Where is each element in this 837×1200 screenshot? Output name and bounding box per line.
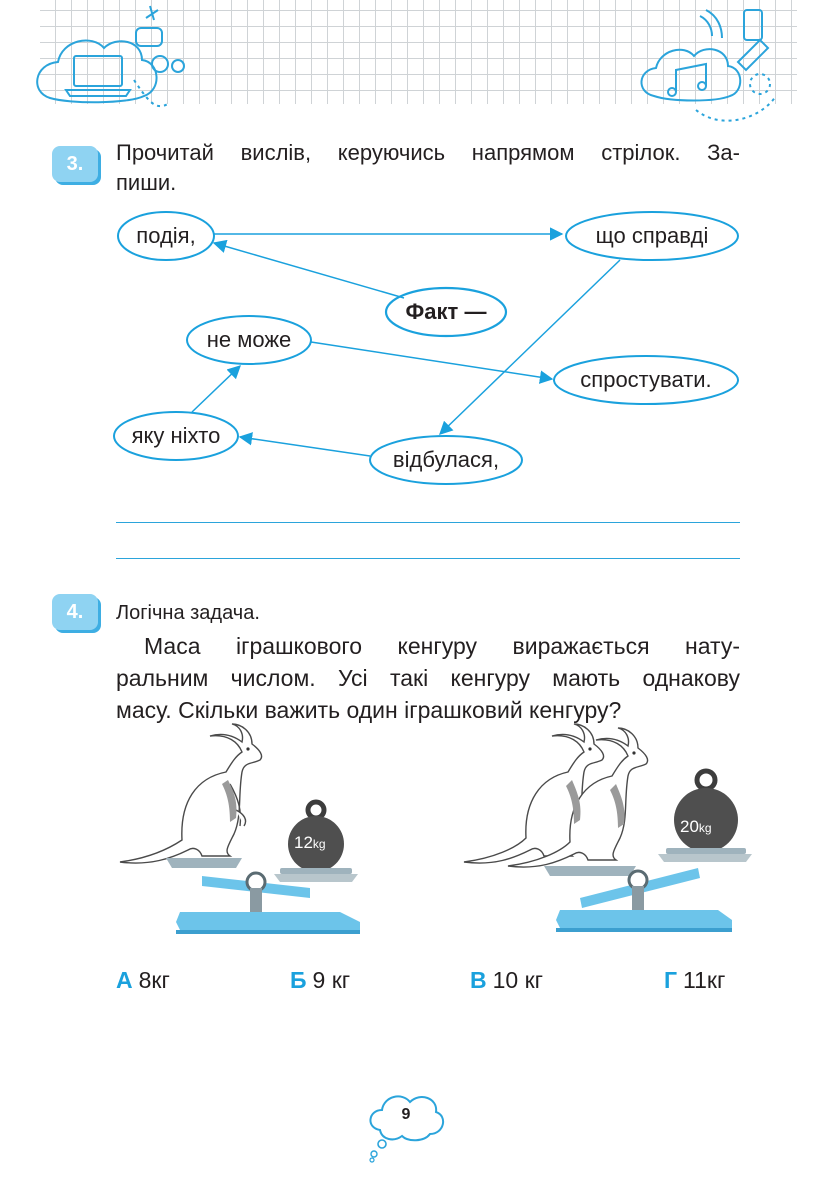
task4-line2: ральним числом. Усі такі кенгуру мають однакову (116, 665, 740, 691)
task3-instruction-line1: Прочитай вислів, керуючись напрямом стрілок. За- (116, 140, 740, 165)
arrow-fact-to-podiya (214, 243, 404, 298)
task4-line3: масу. Скільки важить один іграшковий кенгуру? (116, 697, 622, 723)
node-yaku-nikhto: яку ніхто (131, 423, 221, 448)
node-vidbulasya: відбулася, (392, 447, 500, 472)
task4-line1: Маса іграшкового кенгуру виражається нату- (144, 633, 740, 659)
option-v[interactable]: В 10 кг (470, 967, 544, 993)
option-b[interactable]: Б 9 кг (290, 967, 351, 993)
option-a[interactable]: А 8кг (116, 967, 170, 993)
arrow-shcho-to-vidbulasya (440, 260, 620, 434)
task3-instruction-line2: пиши. (116, 170, 177, 195)
weight-left-label: 12kg (294, 833, 326, 852)
kangaroo-icon (120, 724, 262, 863)
page-number-cloud-icon (360, 1088, 450, 1164)
task4-title: Логічна задача. (116, 602, 260, 624)
task4-number-badge: 4. (52, 594, 98, 630)
node-ne-mozhe: не може (206, 327, 292, 352)
weight-right-label: 20kg (680, 817, 712, 836)
option-g[interactable]: Г 11кг (664, 967, 726, 993)
node-fact: Факт — (405, 299, 487, 324)
page-number: 9 (401, 1106, 411, 1123)
answer-line-1[interactable] (116, 522, 740, 523)
arrow-vidbulasya-to-yaku (240, 437, 370, 456)
arrow-yaku-to-ne-mozhe (192, 366, 240, 412)
node-shcho-spravdi: що справді (595, 223, 709, 248)
scale-right-illustration (460, 720, 760, 940)
node-sprostuvaty: спростувати. (580, 367, 712, 392)
node-podiya: подія, (136, 223, 196, 248)
scale-left-illustration (110, 722, 380, 942)
answer-line-2[interactable] (116, 558, 740, 559)
task3-number-badge: 3. (52, 146, 98, 182)
